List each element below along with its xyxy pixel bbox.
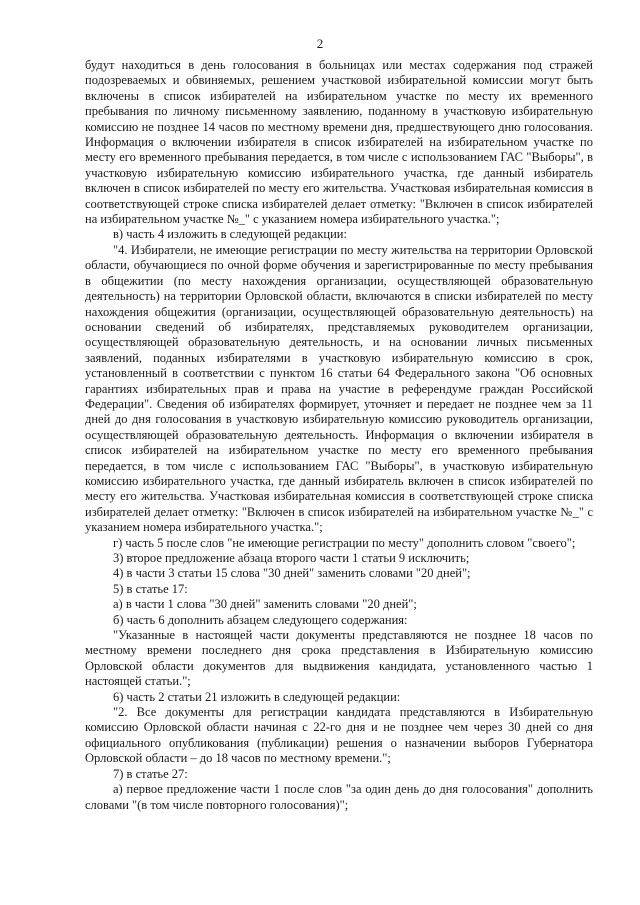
paragraph-item-v: в) часть 4 изложить в следующей редакции: <box>113 227 347 242</box>
page-number: 2 <box>316 36 324 51</box>
paragraph-continuation: будут находиться в день голосования в больницах или местах содержания под стражей подозреваемых и обвиняемых, решением участковой избирательной комиссии могут быть включены в список избирателей на избирательном участке по месту их временного пребывания по личному письменному заявлению, поданному в участковую избирательную комиссию не позднее 14 часов по местному времени дня, предшествующего дню голосования. Информация о включении избирателя в список избирателей на избирательном участке по месту его временного пребывания передается, в том числе с использованием ГАС "Выборы", в участковую избирательную комиссию избирательного участка, где данный избиратель включен в список избирателей по месту его жительства. Участковая избирательная комиссия в соответствующей строке списка избирателей делает отметку: "Включен в список избирателей на избирательном участке №_" с указанием номера избирательного участка."; <box>85 58 593 227</box>
paragraph-part-4-text: "4. Избиратели, не имеющие регистрации по месту жительства на территории Орловской области, обучающиеся по очной форме обучения и зарегистрированные по месту пребывания в общежитии (по месту нахождения организации, осуществляющей образовательную деятельность) на территории Орловской области, включаются в списки избирателей по месту нахождения общежития (организации, осуществляющей образовательную деятельность) на основании сведений об избирателях, представляемых руководителем организации, осуществляющей образовательную деятельность, и на основании личных письменных заявлений, поданных избирателями в участковую избирательную комиссию в срок, установленный в соответствии с пунктом 16 статьи 64 Федерального закона "Об основных гарантиях избирательных прав и права на участие в референдуме граждан Российской Федерации". Сведения об избирателях формирует, уточняет и передает не позднее чем за 11 дней до дня голосования в участковую избирательную комиссию руководитель организации, осуществляющей образовательную деятельность. Информация о включении избирателя в список избирателей на избирательном участке по месту его временного пребывания передается, в том числе с использованием ГАС "Выборы", в участковую избирательную комиссию избирательного участка, где данный избиратель включен в список избирателей по месту его жительства. Участковая избирательная комиссия в соответствующей строке списка избирателей делает отметку: "Включен в список избирателей на избирательном участке №_" с указанием номера избирательного участка."; <box>85 242 593 535</box>
paragraph-item-5b: б) часть 6 дополнить абзацем следующего содержания: <box>113 612 408 627</box>
paragraph-item-5a: а) в части 1 слова "30 дней" заменить словами "20 дней"; <box>113 597 417 612</box>
paragraph-item-6: 6) часть 2 статьи 21 изложить в следующей редакции: <box>113 689 401 704</box>
paragraph-quoted-addition: "Указанные в настоящей части документы представляются не позднее 18 часов по местному времени последнего дня срока представления в Избирательную комиссию Орловской области документов для выдвижения кандидата, установленного частью 1 настоящей статьи."; <box>85 628 593 689</box>
paragraph-item-7a: а) первое предложение части 1 после слов "за один день до дня голосования" дополнить словами "(в том числе повторного голосования)"; <box>85 782 593 812</box>
paragraph-item-3: 3) второе предложение абзаца второго части 1 статьи 9 исключить; <box>113 551 470 565</box>
paragraph-item-g: г) часть 5 после слов "не имеющие регистрации по месту" дополнить словом "своего"; <box>113 535 576 550</box>
document-body <box>85 58 593 813</box>
paragraph-item-4: 4) в части 3 статьи 15 слова "30 дней" заменить словами "20 дней"; <box>113 566 471 581</box>
paragraph-item-5: 5) в статье 17: <box>113 581 188 596</box>
paragraph-item-7: 7) в статье 27: <box>113 766 188 781</box>
paragraph-part-2-text: "2. Все документы для регистрации кандидата представляются в Избирательную комиссию Орловской области начиная с 22-го дня и не позднее чем через 30 дней со дня официального опубликования (публикации) решения о назначении выборов Губернатора Орловской области – до 18 часов по местному времени."; <box>85 705 593 766</box>
